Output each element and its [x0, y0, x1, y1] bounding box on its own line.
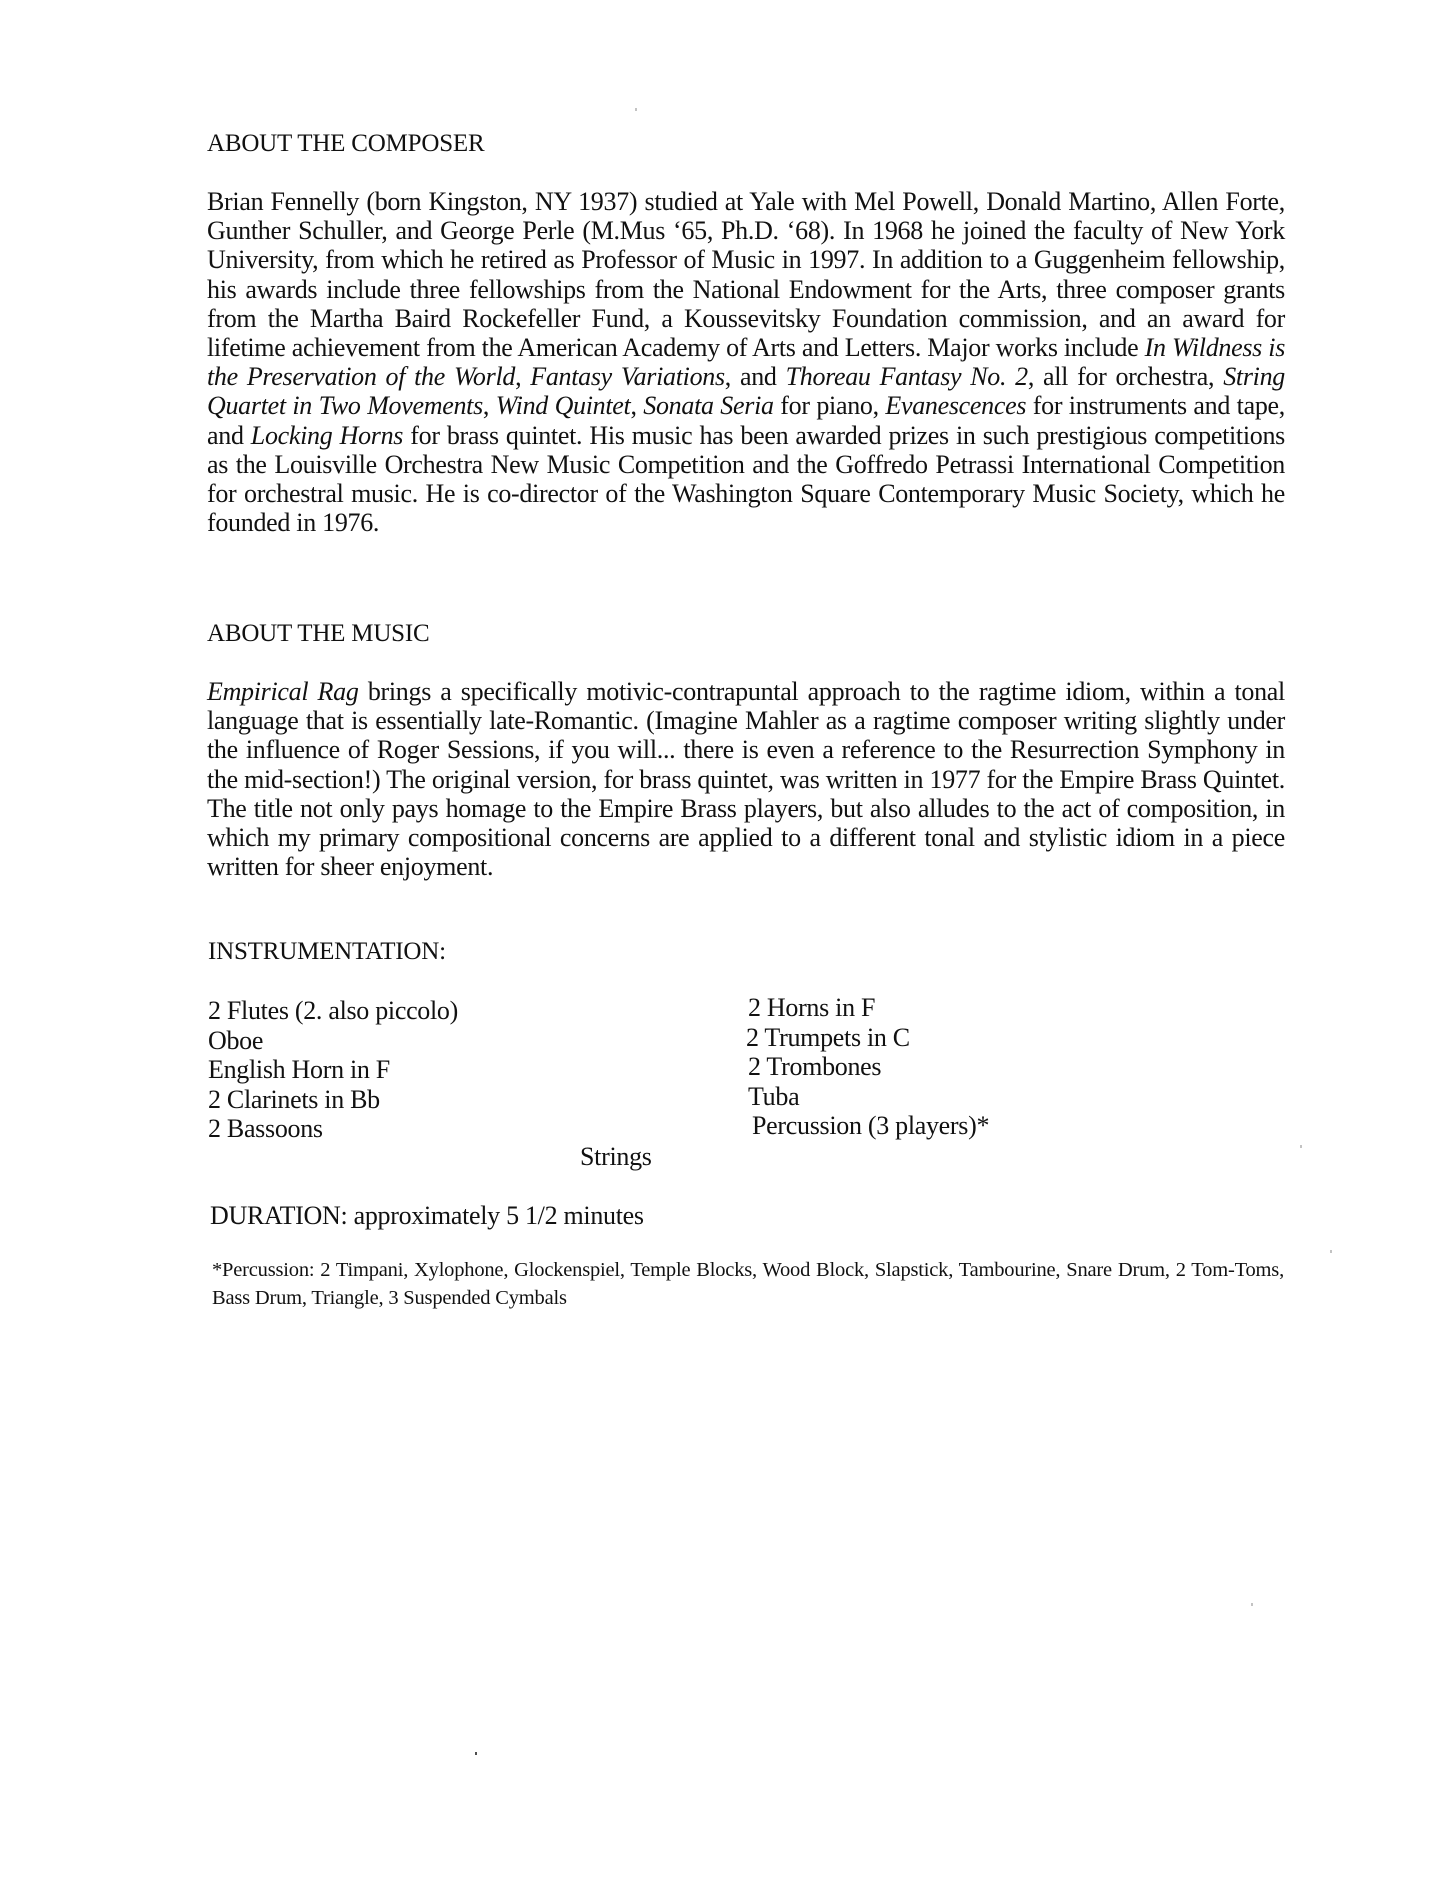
- instrument-item: 2 Bassoons: [208, 1114, 323, 1143]
- instrument-item: 2 Trumpets in C: [746, 1022, 910, 1052]
- work-title: Wind Quintet: [495, 391, 631, 421]
- instrument-strings: Strings: [580, 1142, 652, 1171]
- text-run: ,: [515, 362, 531, 392]
- work-title: Evanescences: [885, 391, 1027, 421]
- text-run: for brass quintet. His music has been awarded prizes in such prestigious competitions as the Louisville Orchestra New Music Competition and the Goffredo Petrassi International Competition for orchestral music. He is co-director of the Washington Square Contemporary Music Society, which he founded in 1976.: [207, 420, 1285, 538]
- instrument-item: Tuba: [748, 1081, 800, 1111]
- instrument-item: 2 Trombones: [748, 1052, 882, 1081]
- scan-speck: [1251, 1603, 1253, 1606]
- instrument-list-right: [748, 993, 989, 1141]
- scan-speck: [635, 108, 637, 111]
- text-run: brings a specifically motivic-contrapuntal approach to the ragtime idiom, within a tonal language that is essentially late-Romantic. (Imagine Mahler as a ragtime composer writing slightly under the influence of Roger Sessions, if you will... there is even a reference to the Resurrection Symphony in the mid-section!) The original version, for brass quintet, was written in 1977 for the Empire Brass Quintet. The title not only pays homage to the Empire Brass players, but also alludes to the act of composition, in which my primary compositional concerns are applied to a different tonal and stylistic idiom in a piece written for sheer enjoyment.: [207, 677, 1285, 882]
- duration-text: DURATION: approximately 5 1/2 minutes: [210, 1201, 644, 1230]
- instrument-item: Percussion (3 players)*: [752, 1111, 990, 1140]
- scan-speck: [1330, 1250, 1332, 1253]
- instrument-item: 2 Flutes (2. also piccolo): [208, 996, 458, 1025]
- work-title: Empirical Rag: [207, 677, 359, 706]
- music-paragraph: [207, 677, 1285, 881]
- scan-speck: [1300, 1145, 1302, 1148]
- instrument-item: English Horn in F: [208, 1055, 390, 1084]
- instrument-item: 2 Clarinets in Bb: [208, 1084, 380, 1114]
- text-run: Brian Fennelly (born Kingston, NY 1937) studied at Yale with Mel Powell, Donald Martino, Allen Forte, Gunther Schuller, and George Perle (M.Mus ‘65, Ph.D. ‘68). In 1968 he joined the faculty of New York University, from which he retired as Professor of Music in 1997. In addition to a Guggenheim fellowship, his awards include three fellowships from the National Endowment for the Arts, three composer grants from the Martha Baird Rockefeller Fund, a Koussevitsky Foundation commission, and an award for lifetime achievement from the American Academy of Arts and Letters. Major works include: [207, 187, 1285, 363]
- work-title: String Quartet in Two Movements: [207, 362, 1285, 421]
- work-title: In Wildness is the Preservation of the World: [207, 333, 1286, 392]
- text-run: ,: [630, 391, 644, 421]
- instrumentation-heading: INSTRUMENTATION:: [208, 938, 446, 965]
- work-title: Thoreau Fantasy No. 2: [785, 362, 1028, 392]
- music-heading: ABOUT THE MUSIC: [207, 620, 430, 647]
- text-run: for instruments and tape, and: [207, 391, 1285, 450]
- composer-heading: ABOUT THE COMPOSER: [207, 130, 485, 157]
- scan-speck: [475, 1752, 477, 1755]
- work-title: Locking Horns: [250, 420, 404, 450]
- work-title: Fantasy Variations: [530, 362, 725, 392]
- work-title: Sonata Seria: [643, 391, 774, 421]
- text-run: ,: [482, 391, 496, 421]
- text-run: , all for orchestra,: [1027, 362, 1224, 392]
- composer-paragraph: [207, 187, 1285, 537]
- text-run: , and: [724, 362, 786, 392]
- text-run: for piano,: [773, 391, 886, 421]
- percussion-footnote: *Percussion: 2 Timpani, Xylophone, Glockenspiel, Temple Blocks, Wood Block, Slapstick, Tambourine, Snare Drum, 2 Tom-Toms, Bass Drum, Triangle, 3 Suspended Cymbals: [212, 1259, 1284, 1309]
- instrument-item: 2 Horns in F: [748, 993, 876, 1022]
- instrument-item: Oboe: [208, 1025, 264, 1055]
- instrument-list-left: [208, 996, 458, 1144]
